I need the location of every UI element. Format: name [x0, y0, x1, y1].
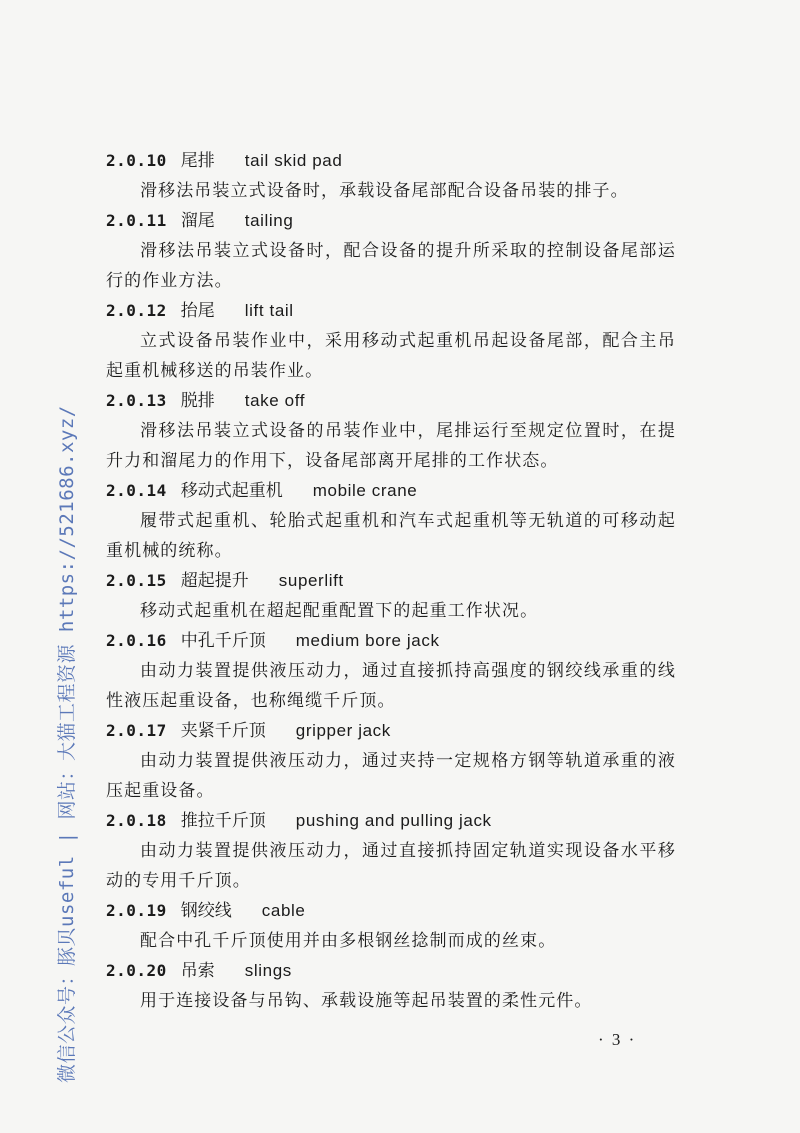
term-en: lift tail	[244, 301, 294, 320]
term-cn: 溜尾	[180, 211, 215, 231]
term-en: slings	[244, 961, 292, 980]
term-definition: 用于连接设备与吊钩、承载设施等起吊装置的柔性元件。	[140, 991, 593, 1011]
entry-heading	[106, 626, 676, 656]
clause-number: 2.0.19	[106, 901, 167, 920]
term-entry	[106, 386, 676, 476]
term-definition: 立式设备吊装作业中，采用移动式起重机吊起设备尾部，配合主吊起重机械移送的吊装作业。	[106, 331, 676, 381]
clause-number: 2.0.10	[106, 151, 167, 170]
term-entry	[106, 956, 676, 1016]
term-entry	[106, 716, 676, 806]
term-entry	[106, 566, 676, 626]
term-en: gripper jack	[295, 721, 391, 740]
clause-number: 2.0.15	[106, 571, 167, 590]
clause-number: 2.0.18	[106, 811, 167, 830]
term-en: mobile crane	[312, 481, 418, 500]
term-en: take off	[244, 391, 306, 410]
page-number: · 3 ·	[598, 1030, 637, 1049]
term-en: medium bore jack	[295, 631, 440, 650]
entry-heading	[106, 476, 676, 506]
term-en: cable	[261, 901, 306, 920]
entry-heading	[106, 956, 676, 986]
term-definition: 滑移法吊装立式设备时，配合设备的提升所采取的控制设备尾部运行的作业方法。	[106, 241, 676, 291]
term-entry	[106, 206, 676, 296]
entry-heading	[106, 716, 676, 746]
clause-number: 2.0.20	[106, 961, 167, 980]
entry-heading	[106, 896, 676, 926]
term-cn: 超起提升	[180, 571, 249, 591]
term-cn: 中孔千斤顶	[180, 631, 266, 651]
term-definition: 移动式起重机在超起配重配置下的起重工作状况。	[140, 601, 539, 621]
term-cn: 推拉千斤顶	[180, 811, 266, 831]
entry-heading	[106, 386, 676, 416]
term-entry	[106, 806, 676, 896]
term-cn: 脱排	[180, 391, 215, 411]
term-cn: 移动式起重机	[180, 481, 283, 501]
term-cn: 钢绞线	[180, 901, 232, 921]
term-definition-list	[106, 146, 676, 1016]
clause-number: 2.0.12	[106, 301, 167, 320]
term-definition: 配合中孔千斤顶使用并由多根钢丝捻制而成的丝束。	[140, 931, 557, 951]
clause-number: 2.0.13	[106, 391, 167, 410]
entry-heading	[106, 146, 676, 176]
term-cn: 抬尾	[180, 301, 215, 321]
entry-heading	[106, 566, 676, 596]
clause-number: 2.0.16	[106, 631, 167, 650]
term-cn: 夹紧千斤顶	[180, 721, 266, 741]
clause-number: 2.0.14	[106, 481, 167, 500]
term-definition: 由动力装置提供液压动力，通过直接抓持高强度的钢绞线承重的线性液压起重设备，也称绳缆千斤顶。	[106, 661, 676, 711]
entry-heading	[106, 806, 676, 836]
term-definition: 由动力装置提供液压动力，通过直接抓持固定轨道实现设备水平移动的专用千斤顶。	[106, 841, 676, 891]
term-entry	[106, 146, 676, 206]
term-definition: 履带式起重机、轮胎式起重机和汽车式起重机等无轨道的可移动起重机械的统称。	[106, 511, 676, 561]
term-en: tailing	[244, 211, 294, 230]
term-cn: 吊索	[180, 961, 215, 981]
term-definition: 由动力装置提供液压动力，通过夹持一定规格方钢等轨道承重的液压起重设备。	[106, 751, 676, 801]
term-entry	[106, 476, 676, 566]
clause-number: 2.0.11	[106, 211, 167, 230]
term-en: tail skid pad	[244, 151, 343, 170]
entry-heading	[106, 206, 676, 236]
term-entry	[106, 296, 676, 386]
term-definition: 滑移法吊装立式设备的吊装作业中，尾排运行至规定位置时，在提升力和溜尾力的作用下，设备尾部离开尾排的工作状态。	[106, 421, 676, 471]
term-definition: 滑移法吊装立式设备时，承载设备尾部配合设备吊装的排子。	[140, 181, 629, 201]
term-en: pushing and pulling jack	[295, 811, 492, 830]
term-entry	[106, 626, 676, 716]
term-entry	[106, 896, 676, 956]
clause-number: 2.0.17	[106, 721, 167, 740]
entry-heading	[106, 296, 676, 326]
term-cn: 尾排	[180, 151, 215, 171]
term-en: superlift	[278, 571, 344, 590]
side-watermark: 微信公众号：豚贝useful | 网站：大猫工程资源 https://521686.xyz/	[56, 405, 78, 1083]
